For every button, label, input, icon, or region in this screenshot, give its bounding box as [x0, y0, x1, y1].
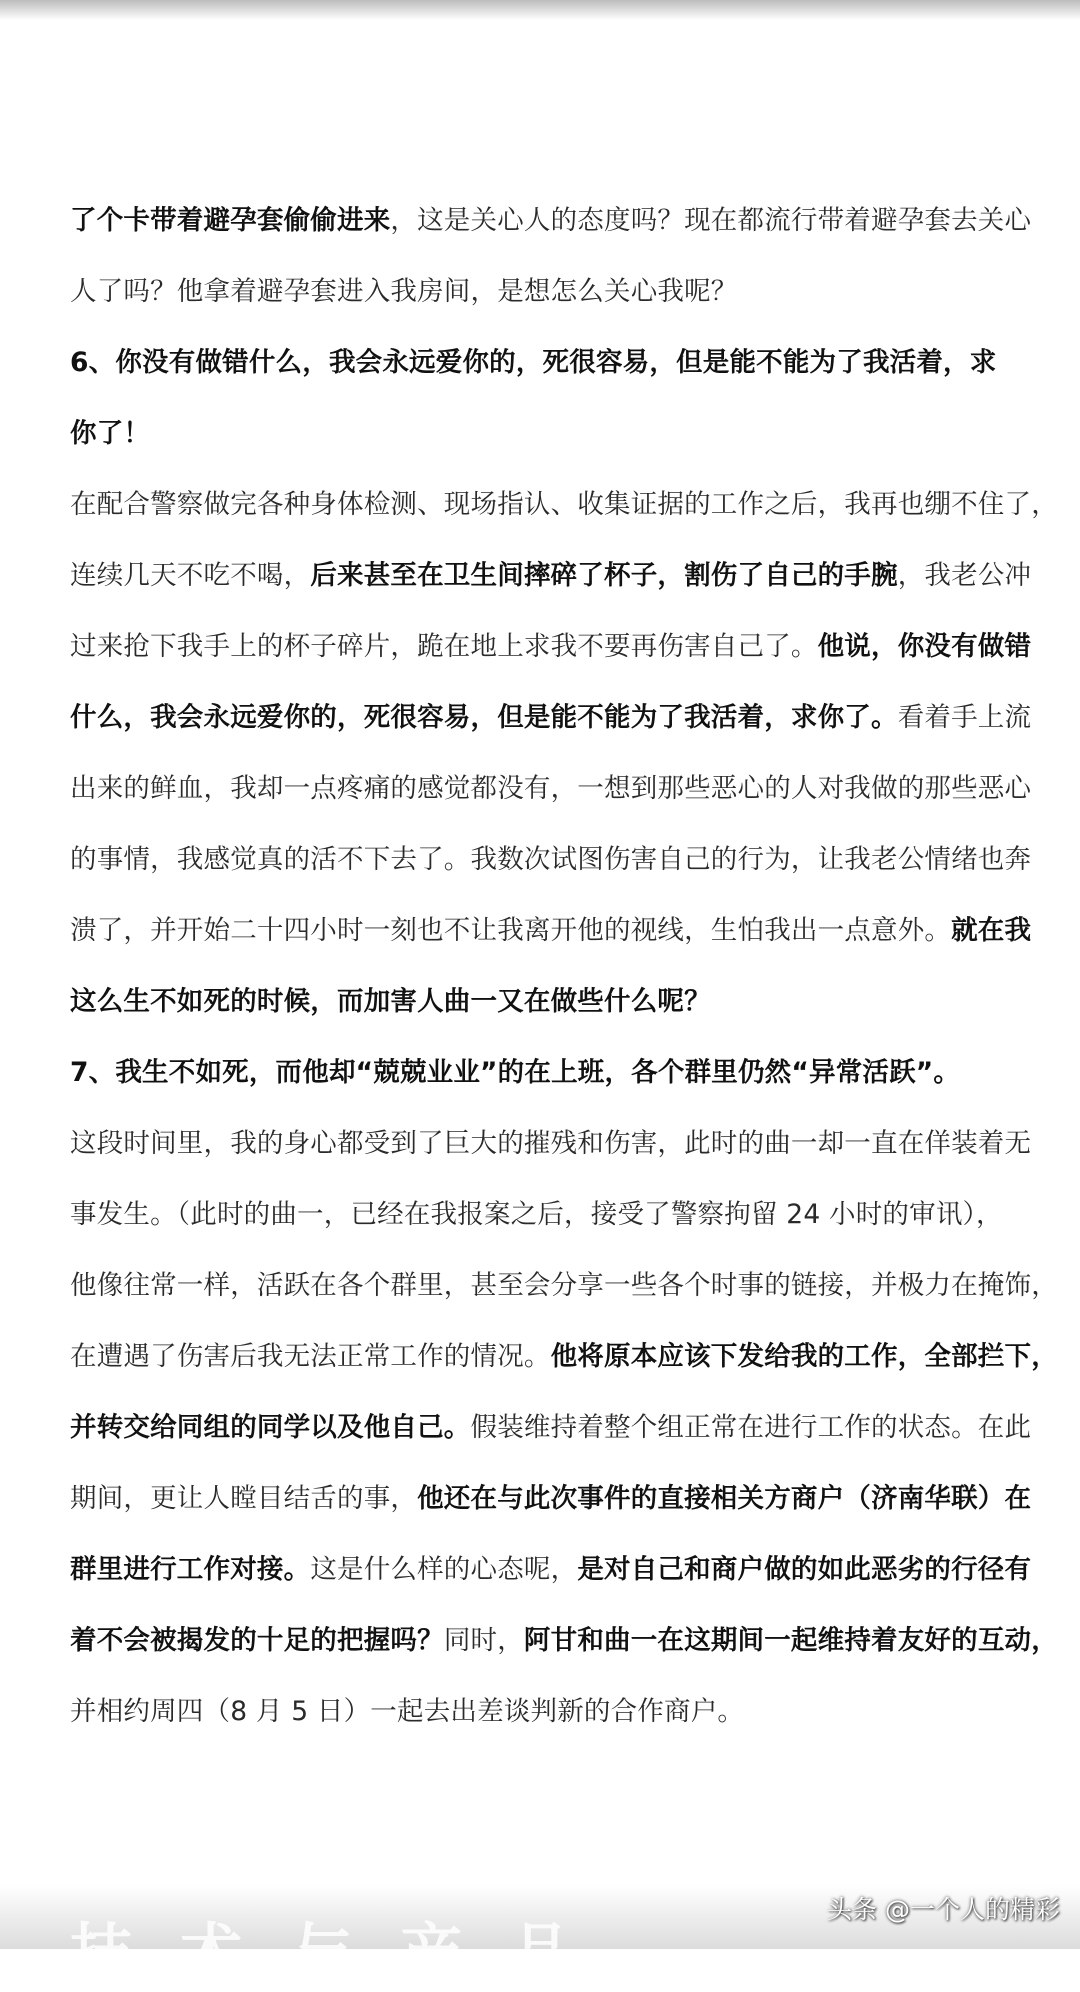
bold-text-segment: 并转交给同组的同学以及他自己。 — [70, 1412, 471, 1443]
bold-text-segment: 后来甚至在卫生间摔碎了杯子，割伤了自己的手腕 — [310, 560, 898, 591]
text-segment: 连续几天不吃不喝， — [70, 560, 311, 591]
bold-text-segment: 他说，你没有做错 — [817, 631, 1032, 662]
bold-text-segment: 群里进行工作对接。 — [70, 1554, 311, 1585]
text-segment: 在配合警察做完各种身体检测、现场指认、收集证据的工作之后，我再也绷不住了， — [70, 489, 1058, 520]
text-line — [70, 540, 1032, 611]
text-segment: 这是什么样的心态呢， — [310, 1554, 578, 1585]
text-line — [70, 1605, 1058, 1676]
bold-text-segment: 他将原本应该下发给我的工作，全部拦下， — [550, 1341, 1058, 1372]
text-segment: 这段时间里，我的身心都受到了巨大的摧残和伤害，此时的曲一却一直在佯装着无 — [70, 1128, 1032, 1159]
bold-text-segment: 他还在与此次事件的直接相关方商户（济南华联）在 — [417, 1483, 1032, 1514]
text-segment: 他像往常一样，活跃在各个群里，甚至会分享一些各个时事的链接，并极力在掩饰， — [70, 1270, 1058, 1301]
text-line — [70, 256, 1015, 327]
bold-text-segment: 6、你没有做错什么，我会永远爱你的，死很容易，但是能不能为了我活着，求 — [70, 347, 997, 378]
footer-ghost-text: 技术与产品 — [70, 1916, 621, 1989]
page-top-edge — [0, 0, 1080, 20]
text-line — [70, 1463, 1032, 1534]
text-line — [70, 1534, 1032, 1605]
text-line — [70, 1037, 1015, 1108]
text-segment: 过来抢下我手上的杯子碎片，跪在地上求我不要再伤害自己了。 — [70, 631, 818, 662]
text-line — [70, 185, 1032, 256]
text-line — [70, 1676, 1015, 1747]
text-line — [70, 1250, 1058, 1321]
bold-text-segment: 你了！ — [70, 418, 151, 449]
bold-text-segment: 这么生不如死的时候，而加害人曲一又在做些什么呢？ — [70, 986, 711, 1017]
text-segment: 看着手上流 — [897, 702, 1032, 733]
bold-text-segment: 阿甘和曲一在这期间一起维持着友好的互动， — [523, 1625, 1058, 1656]
text-segment: ，我老公冲 — [897, 560, 1032, 591]
text-line — [70, 682, 1032, 753]
text-segment: ，这是关心人的态度吗？现在都流行带着避孕套去关心 — [390, 205, 1032, 236]
text-line — [70, 753, 1032, 824]
text-segment: 期间，更让人瞠目结舌的事， — [70, 1483, 418, 1514]
text-line — [70, 966, 1015, 1037]
text-line — [70, 1392, 1032, 1463]
text-segment: 并相约周四（8 月 5 日）一起去出差谈判新的合作商户。 — [70, 1696, 745, 1727]
watermark: 头条 @一个人的精彩 — [827, 1895, 1060, 1924]
text-line — [70, 1108, 1032, 1179]
text-line — [70, 327, 1015, 398]
text-segment: 同时， — [443, 1625, 524, 1656]
text-segment: 出来的鲜血，我却一点疼痛的感觉都没有，一想到那些恶心的人对我做的那些恶心 — [70, 773, 1032, 804]
text-line — [70, 1179, 1015, 1250]
text-segment: 人了吗？他拿着避孕套进入我房间，是想怎么关心我呢？ — [70, 276, 738, 307]
text-line — [70, 824, 1032, 895]
text-line — [70, 398, 1015, 469]
text-line — [70, 1321, 1058, 1392]
text-segment: 在遭遇了伤害后我无法正常工作的情况。 — [70, 1341, 551, 1372]
bold-text-segment: 是对自己和商户做的如此恶劣的行径有 — [577, 1554, 1032, 1585]
text-line — [70, 895, 1032, 966]
text-segment: 假装维持着整个组正常在进行工作的状态。在此 — [470, 1412, 1032, 1443]
bold-text-segment: 着不会被揭发的十足的把握吗？ — [70, 1625, 444, 1656]
text-line — [70, 469, 1058, 540]
bold-text-segment: 就在我 — [951, 915, 1032, 946]
text-line — [70, 611, 1032, 682]
document-body — [70, 185, 1058, 1747]
bold-text-segment: 什么，我会永远爱你的，死很容易，但是能不能为了我活着，求你了。 — [70, 702, 898, 733]
text-segment: 事发生。（此时的曲一，已经在我报案之后，接受了警察拘留 24 小时的审讯）， — [70, 1199, 1003, 1230]
text-segment: 的事情，我感觉真的活不下去了。我数次试图伤害自己的行为，让我老公情绪也奔 — [70, 844, 1032, 875]
bold-text-segment: 了个卡带着避孕套偷偷进来 — [70, 205, 391, 236]
text-segment: 溃了，并开始二十四小时一刻也不让我离开他的视线，生怕我出一点意外。 — [70, 915, 952, 946]
bold-text-segment: 7、我生不如死，而他却“兢兢业业”的在上班，各个群里仍然“异常活跃”。 — [70, 1057, 961, 1088]
